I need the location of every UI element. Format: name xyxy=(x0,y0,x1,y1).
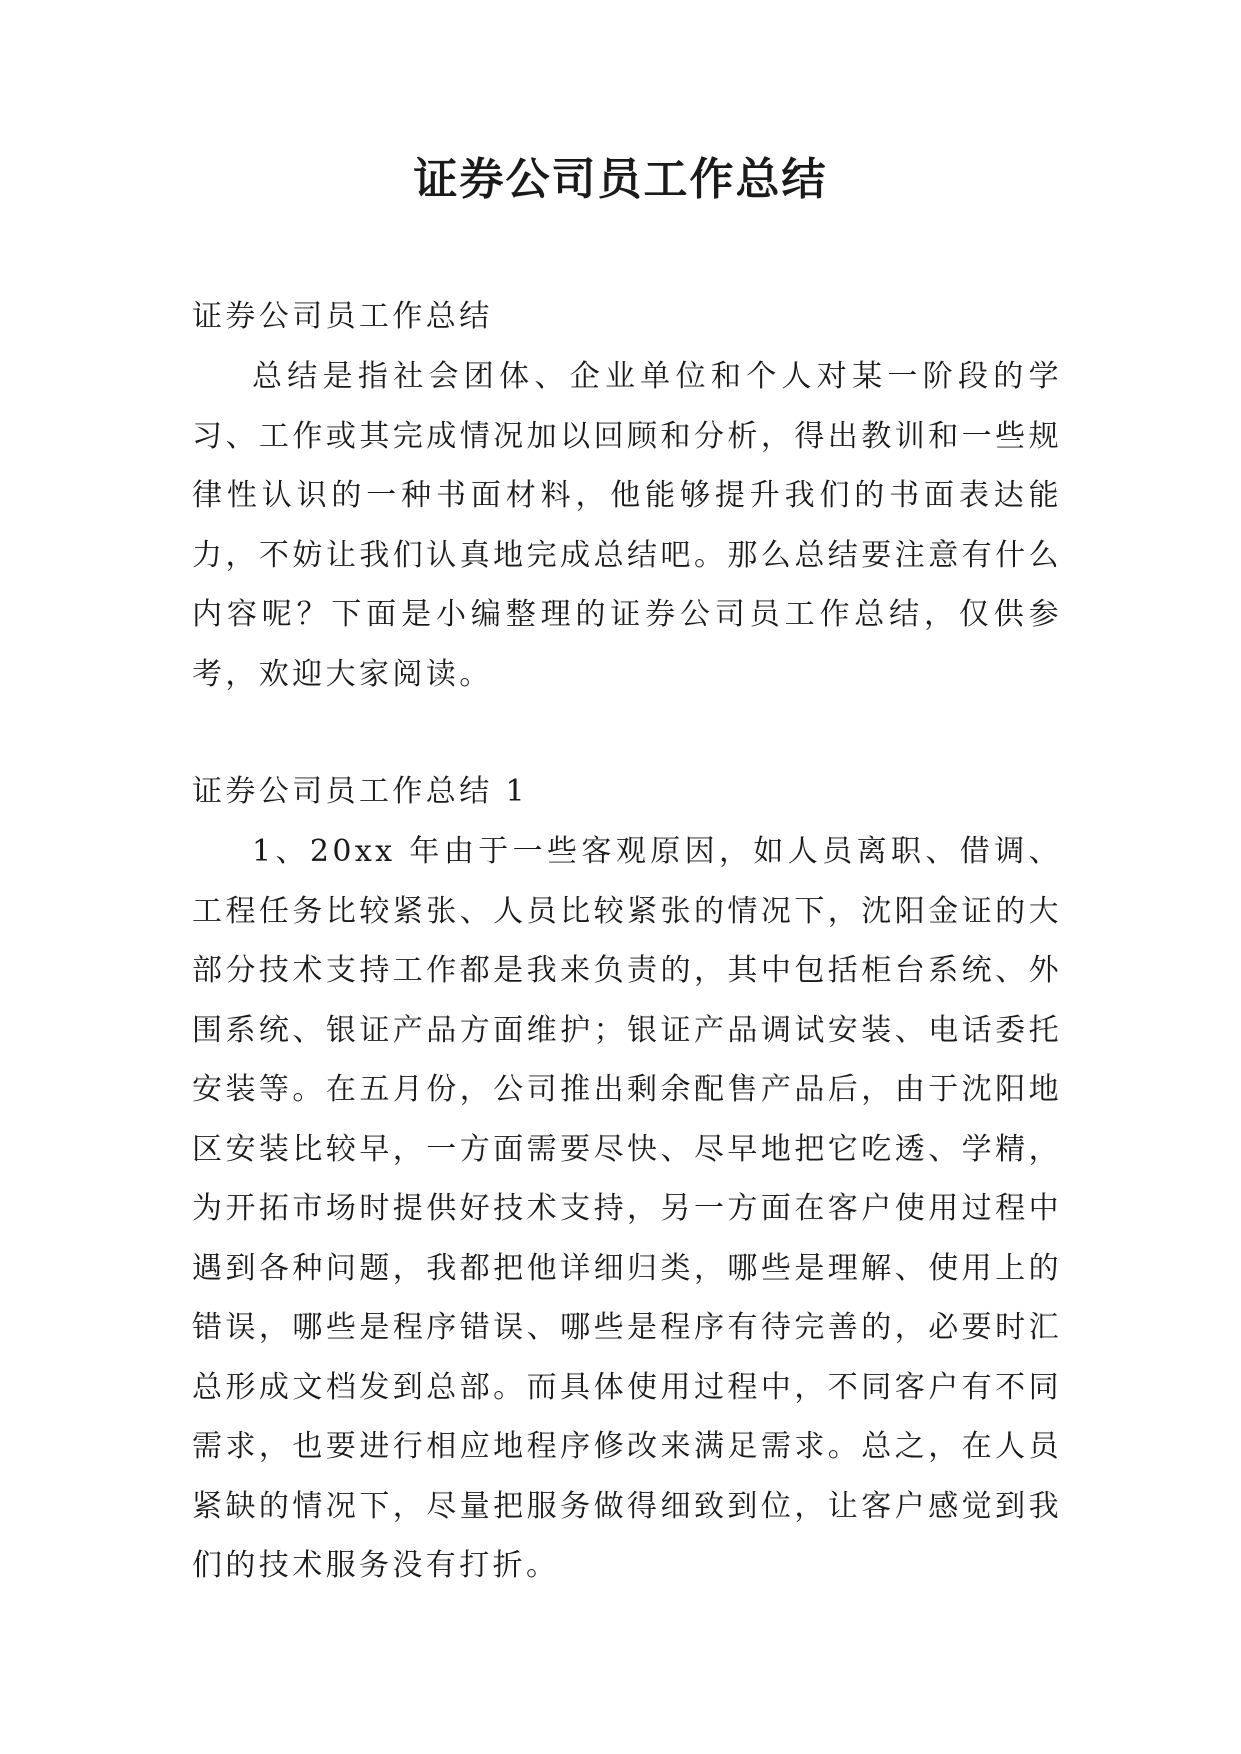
section-heading-intro xyxy=(192,287,1062,347)
intro-paragraph: 总结是指社会团体、企业单位和个人对某一阶段的学习、工作或其完成情况加以回顾和分析，得出教训和一些规律性认识的一种书面材料，他能够提升我们的书面表达能力，不妨让我们认真地完成总结吧。那么总结要注意有什么内容呢？下面是小编整理的证券公司员工作总结，仅供参考，欢迎大家阅读。 xyxy=(192,359,1062,692)
section-heading-1 xyxy=(192,762,1062,822)
section1-paragraph: 1、20xx 年由于一些客观原因，如人员离职、借调、工程任务比较紧张、人员比较紧张的情况下，沈阳金证的大部分技术支持工作都是我来负责的，其中包括柜台系统、外围系统、银证产品方面维护；银证产品调试安装、电话委托安装等。在五月份，公司推出剩余配售产品后，由于沈阳地区安装比较早，一方面需要尽快、尽早地把它吃透、学精，为开拓市场时提供好技术支持，另一方面在客户使用过程中遇到各种问题，我都把他详细归类，哪些是理解、使用上的错误，哪些是程序错误、哪些是程序有待完善的，必要时汇总形成文档发到总部。而具体使用过程中，不同客户有不同需求，也要进行相应地程序修改来满足需求。总之，在人员紧缺的情况下，尽量把服务做得细致到位，让客户感觉到我们的技术服务没有打折。 xyxy=(192,834,1062,1583)
heading-text: 证券公司员工作总结 xyxy=(192,299,493,334)
section1-paragraph-block xyxy=(192,822,1062,1596)
document-title: 证券公司员工作总结 xyxy=(413,154,828,205)
section1-heading-text: 证券公司员工作总结 1 xyxy=(192,774,529,809)
intro-paragraph-block xyxy=(192,347,1062,704)
